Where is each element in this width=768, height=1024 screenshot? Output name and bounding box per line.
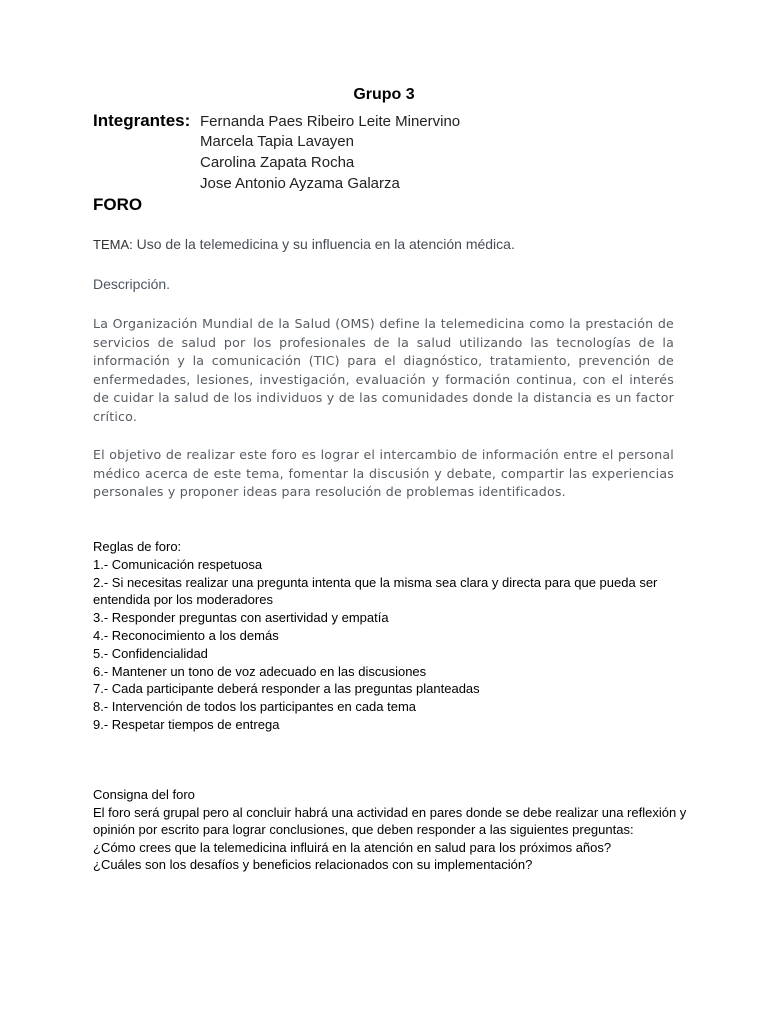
description-heading: Descripción.: [93, 276, 171, 292]
member-name: Carolina Zapata Rocha: [200, 154, 355, 171]
consigna-heading: Consigna del foro: [93, 787, 195, 802]
objective-paragraph: El objetivo de realizar este foro es lograr el intercambio de información entre el personal médico acerca de este tema, fomentar la discusión y debate, compartir las experiencias personales y proponer ideas para resolución de problemas identificados.: [93, 447, 674, 499]
consigna-block: [93, 786, 693, 874]
rule-item: 1.- Comunicación respetuosa: [93, 556, 263, 572]
question-item: ¿Cómo crees que la telemedicina influirá en la atención en salud para los próximos años?: [93, 839, 612, 855]
member-name: Fernanda Paes Ribeiro Leite Minervino: [200, 113, 461, 130]
rule-item: 5.- Confidencialidad: [93, 645, 208, 661]
member-row: [93, 131, 460, 152]
rules-heading: Reglas de foro:: [93, 539, 182, 554]
member-row: [93, 152, 460, 173]
consigna-text: El foro será grupal pero al concluir habrá una actividad en pares donde se debe realizar una reflexión y opinión por escrito para lograr conclusiones, que deben responder a las siguientes preguntas:: [93, 804, 687, 838]
tema-line: [93, 236, 515, 252]
rule-item: 7.- Cada participante deberá responder a las preguntas planteadas: [93, 681, 480, 697]
rule-item: 2.- Si necesitas realizar una pregunta intenta que la misma sea clara y directa para que pueda ser entendida por los moderadores: [93, 574, 658, 608]
section-title: FORO: [93, 195, 143, 214]
member-name: Marcela Tapia Lavayen: [200, 133, 354, 150]
rules-block: [93, 538, 693, 734]
member-row: [93, 110, 460, 131]
member-name: Jose Antonio Ayzama Galarza: [200, 175, 400, 192]
members-label: Integrantes:: [93, 111, 191, 130]
description-paragraph: La Organización Mundial de la Salud (OMS) define la telemedicina como la prestación de servicios de salud por los profesionales de la salud utilizando las tecnologías de la información y la comunicación (TIC) para el diagnóstico, tratamiento, prevención de enfermedades, lesiones, investigación, evaluación y formación continua, con el interés de cuidar la salud de los individuos y de las comunidades donde la distancia es un factor crítico.: [93, 316, 674, 424]
question-item: ¿Cuáles son los desafíos y beneficios relacionados con su implementación?: [93, 857, 533, 873]
rule-item: 6.- Mantener un tono de voz adecuado en las discusiones: [93, 663, 427, 679]
rule-item: 3.- Responder preguntas con asertividad y empatía: [93, 610, 389, 626]
rule-item: 4.- Reconocimiento a los demás: [93, 627, 279, 643]
document-title: Grupo 3: [353, 86, 415, 103]
rule-item: 8.- Intervención de todos los participantes en cada tema: [93, 699, 417, 715]
tema-label: TEMA:: [93, 237, 133, 252]
member-row: [93, 173, 460, 194]
rule-item: 9.- Respetar tiempos de entrega: [93, 716, 280, 732]
members-block: [93, 110, 460, 194]
tema-text: Uso de la telemedicina y su influencia en la atención médica.: [136, 236, 515, 252]
